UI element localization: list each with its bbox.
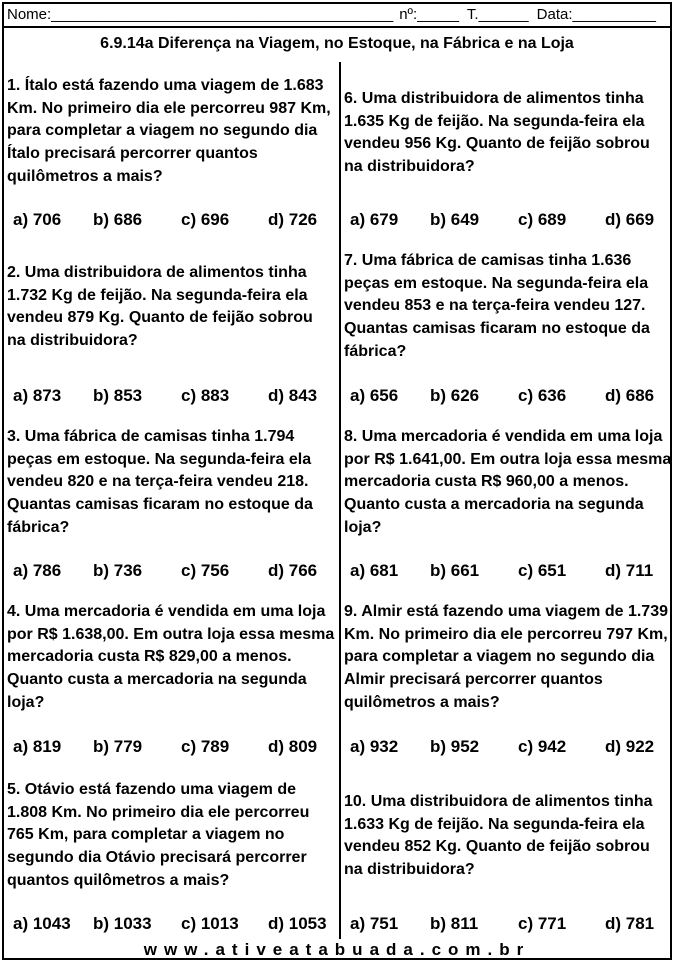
option-a[interactable]: a) 873	[13, 386, 62, 405]
option-b[interactable]: b) 811	[430, 914, 479, 933]
question-5	[7, 779, 335, 893]
option-b[interactable]: b) 1033	[93, 914, 152, 933]
option-d[interactable]: d) 766	[268, 561, 318, 580]
header-row	[4, 4, 670, 28]
question-text: 6. Uma distribuidora de alimentos tinha 1.635 Kg de feijão. Na segunda-feira ela vendeu 956 Kg. Quanto de feijão sobrou na distribuidora?	[344, 90, 650, 176]
question-text: 4. Uma mercadoria é vendida em uma loja por R$ 1.638,00. Em outra loja essa mesma mercadoria custa R$ 829,00 a menos. Quanto custa a mercadoria na segunda loja?	[7, 603, 335, 711]
question-4	[7, 601, 335, 715]
option-d[interactable]: d) 1053	[268, 914, 327, 933]
question-2	[7, 262, 335, 353]
option-d[interactable]: d) 843	[268, 386, 318, 405]
question-text: 9. Almir está fazendo uma viagem de 1.739 Km. No primeiro dia ele percorreu 797 Km, para completar a viagem no segundo dia Almir precisará percorrer quantos quilômetros a mais?	[344, 603, 668, 711]
option-d[interactable]: d) 669	[605, 210, 655, 229]
question-7	[344, 250, 672, 364]
option-a[interactable]: a) 706	[13, 210, 62, 229]
question-text: 5. Otávio está fazendo uma viagem de 1.808 Km. No primeiro dia ele percorreu 765 Km, para completar a viagem no segundo dia Otávio precisará percorrer quantos quilômetros a mais?	[7, 781, 310, 889]
option-a[interactable]: a) 1043	[13, 914, 71, 933]
option-c[interactable]: c) 651	[518, 561, 567, 580]
option-b[interactable]: b) 736	[93, 561, 143, 580]
question-9	[344, 601, 672, 715]
option-d[interactable]: d) 686	[605, 386, 655, 405]
option-c[interactable]: c) 689	[518, 210, 567, 229]
question-3	[7, 426, 335, 540]
option-c[interactable]: c) 942	[518, 737, 567, 756]
option-b[interactable]: b) 626	[430, 386, 480, 405]
question-text: 3. Uma fábrica de camisas tinha 1.794 peças em estoque. Na segunda-feira ela vendeu 820 e na terça-feira vendeu 218. Quantas camisas ficaram no estoque da fábrica?	[7, 428, 313, 536]
option-d[interactable]: d) 711	[605, 561, 654, 580]
question-6	[344, 88, 672, 179]
option-d[interactable]: d) 781	[605, 914, 655, 933]
option-a[interactable]: a) 751	[350, 914, 399, 933]
question-text: 8. Uma mercadoria é vendida em uma loja por R$ 1.641,00. Em outra loja essa mesma mercadoria custa R$ 960,00 a menos. Quanto custa a mercadoria na segunda loja?	[344, 428, 672, 536]
option-b[interactable]: b) 779	[93, 737, 143, 756]
option-b[interactable]: b) 686	[93, 210, 143, 229]
footer-website: www.ativeatabuada.com.br	[143, 940, 531, 959]
option-a[interactable]: a) 681	[350, 561, 399, 580]
question-text: 10. Uma distribuidora de alimentos tinha 1.633 Kg de feijão. Na segunda-feira ela vendeu 852 Kg. Quanto de feijão sobrou na distribuidora?	[344, 793, 653, 879]
worksheet	[2, 2, 672, 960]
option-b[interactable]: b) 649	[430, 210, 480, 229]
number-field[interactable]: nº:_____	[399, 6, 459, 23]
question-text: 1. Ítalo está fazendo uma viagem de 1.683 Km. No primeiro dia ele percorreu 987 Km, para completar a viagem no segundo dia Ítalo precisará percorrer quantos quilômetros a mais?	[7, 77, 331, 185]
page-title: 6.9.14a Diferença na Viagem, no Estoque, na Fábrica e na Loja	[100, 35, 574, 52]
option-c[interactable]: c) 789	[181, 737, 230, 756]
question-text: 2. Uma distribuidora de alimentos tinha 1.732 Kg de feijão. Na segunda-feira ela vendeu 879 Kg. Quanto de feijão sobrou na distribuidora?	[7, 264, 313, 350]
option-c[interactable]: c) 883	[181, 386, 230, 405]
question-8	[344, 426, 672, 540]
option-b[interactable]: b) 853	[93, 386, 143, 405]
question-text: 7. Uma fábrica de camisas tinha 1.636 peças em estoque. Na segunda-feira ela vendeu 853 e na terça-feira vendeu 127. Quantas camisas ficaram no estoque da fábrica?	[344, 252, 650, 360]
option-a[interactable]: a) 656	[350, 386, 399, 405]
column-divider	[339, 62, 341, 939]
class-field[interactable]: T.______	[466, 6, 529, 23]
option-c[interactable]: c) 696	[181, 210, 230, 229]
option-c[interactable]: c) 636	[518, 386, 567, 405]
option-a[interactable]: a) 932	[350, 737, 399, 756]
name-field[interactable]: Nome:_________________________________________	[7, 6, 394, 23]
option-a[interactable]: a) 786	[13, 561, 62, 580]
option-c[interactable]: c) 771	[518, 914, 567, 933]
option-d[interactable]: d) 809	[268, 737, 318, 756]
option-b[interactable]: b) 952	[430, 737, 480, 756]
option-b[interactable]: b) 661	[430, 561, 480, 580]
date-field[interactable]: Data:__________	[536, 6, 656, 23]
option-a[interactable]: a) 679	[350, 210, 399, 229]
question-10	[344, 791, 672, 882]
option-a[interactable]: a) 819	[13, 737, 62, 756]
option-d[interactable]: d) 922	[605, 737, 655, 756]
option-d[interactable]: d) 726	[268, 210, 318, 229]
question-1	[7, 75, 335, 189]
option-c[interactable]: c) 756	[181, 561, 230, 580]
option-c[interactable]: c) 1013	[181, 914, 239, 933]
